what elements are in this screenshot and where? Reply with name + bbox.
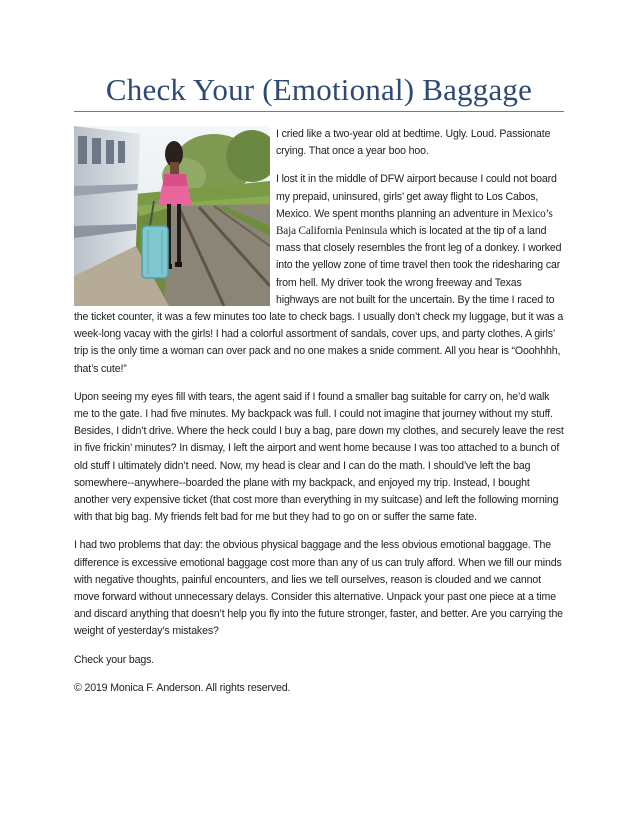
paragraph-2-part-c: which is located at the tip of a land mass that closely resembles the front leg of a donkey. I worked into the yellow zone of time travel then took the ridesharing car from hell. My driver took the wrong freeway and Texas highways are not built for the uncertain. By the time I raced to the ticket counter, it was a few minutes too late to check bags. I usually don’t check my luggage, but it was a week-long vacay with the girls! I had a colorful assortment of sandals, cover ups, and party clothes. A girls’ trip is the only time a woman can over pack and no one makes a snide comment. All you hear is “Ooohhhh, that’s cute!” — [74, 225, 564, 375]
page-title: Check Your (Emotional) Baggage — [105, 72, 533, 107]
paragraph-2-part-a: I lost it in the middle of DFW airport because I could not board my prepaid, uninsured, girls’ get away flight to Los Cabos, Mexico. We spent months planning an adventure in — [276, 173, 557, 220]
paragraph-4: I had two problems that day: the obvious physical baggage and the less obvious emotional baggage. The difference is excessive emotional baggage cost more than any of us can truly afford. When we fill our minds with negative thoughts, painful encounters, and lies we tell ourselves, reason is clouded and we cannot move forward without unnecessary delays. Consider this alternative. Unpack your past one piece at a time and discard anything that doesn’t help you fly into the future stronger, faster, and better. Are you carrying the weight of yesterday’s mistakes? — [74, 539, 563, 638]
article-body — [74, 126, 564, 697]
paragraph-3: Upon seeing my eyes fill with tears, the agent said if I found a smaller bag suitable for carry on, he’d walk me to the gate. I had five minutes. My backpack was full. I could not imagine that journey without my stuff. Besides, I didn’t drive. Where the heck could I buy a bag, pare down my clothes, and securely leave the rest in five frickin’ minutes? In dismay, I left the airport and went home because I was too attached to a bunch of old stuff I ultimately didn’t need. Now, my head is clear and I can do the math. I should’ve left the bag somewhere--anywhere--boarded the plane with my backpack, and enjoyed my trip. Instead, I bought another very expensive ticket (that cost more than everything in my suitcase) and left the following morning with that big bag. My friends felt bad for me but they had to go on or suffer the same fate. — [74, 390, 564, 524]
paragraph-1: I cried like a two-year old at bedtime. Ugly. Loud. Passionate crying. That once a year boo hoo. — [276, 128, 551, 158]
photo-wrap-spacer — [74, 126, 276, 306]
paragraph-5: Check your bags. — [74, 653, 155, 666]
title-underline — [74, 111, 564, 112]
copyright-line: © 2019 Monica F. Anderson. All rights reserved. — [74, 681, 291, 694]
paragraph-2-part-b: Mexico’s Baja California Peninsula — [276, 207, 553, 238]
